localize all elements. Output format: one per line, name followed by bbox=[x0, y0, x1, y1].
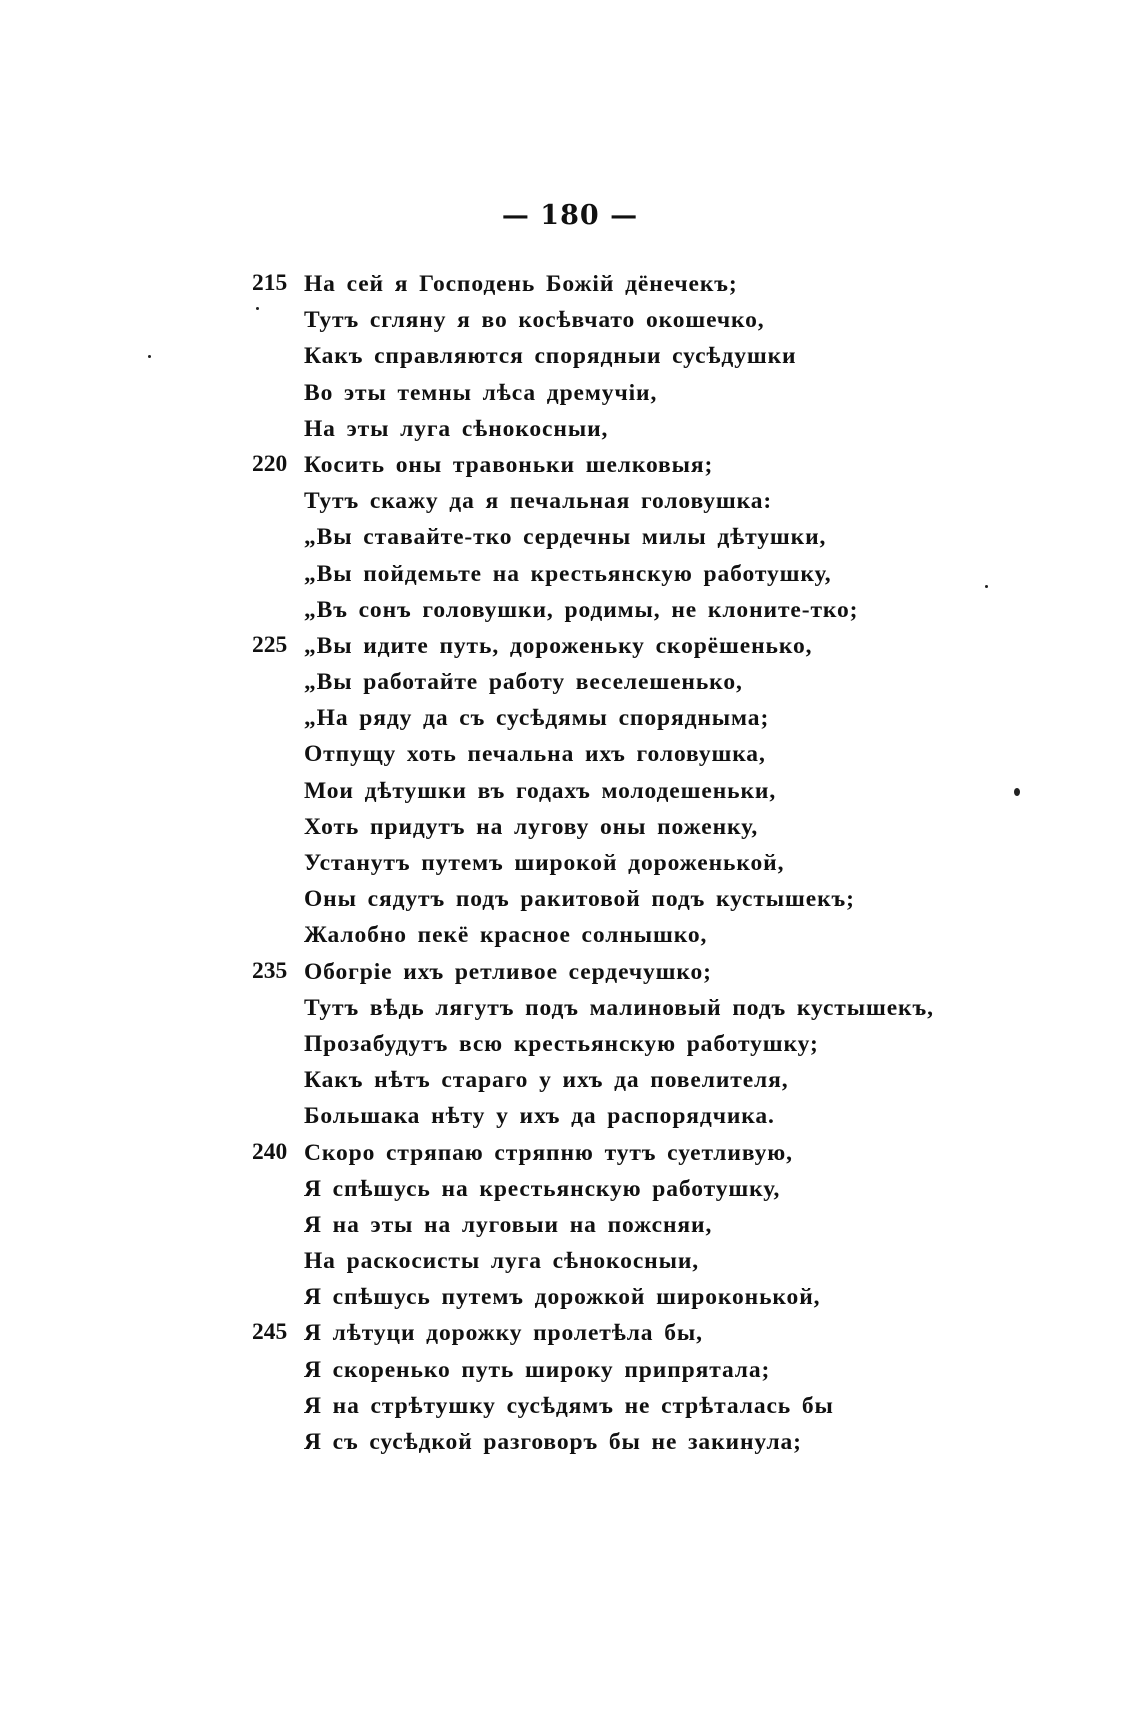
verse-text: Во эты темны лѣса дремучіи, bbox=[304, 379, 658, 406]
verse-text: „Вы идите путь, дороженьку скорёшенько, bbox=[304, 632, 813, 659]
verse-text: На эты луга сѣнокосныи, bbox=[304, 415, 609, 442]
verse-line bbox=[240, 482, 960, 518]
verse-line bbox=[240, 1242, 960, 1278]
verse-line bbox=[240, 265, 960, 301]
verse-text: Тутъ сгляну я во косѣвчато окошечко, bbox=[304, 307, 765, 334]
verse-text: Я на стрѣтушку сусѣдямъ не стрѣталась бы bbox=[304, 1392, 834, 1419]
poem-text-block bbox=[240, 265, 960, 1459]
verse-line bbox=[240, 844, 960, 880]
verse-line-number: 235 bbox=[252, 957, 288, 984]
verse-text: Оны сядутъ подъ ракитовой подъ кустышекъ; bbox=[304, 886, 855, 913]
verse-text: На раскосисты луга сѣнокосныи, bbox=[304, 1248, 700, 1275]
verse-text: Косить оны травоньки шелковыя; bbox=[304, 451, 714, 478]
verse-text: Обогріе ихъ ретливое сердечушко; bbox=[304, 958, 712, 985]
verse-line bbox=[240, 663, 960, 699]
verse-line bbox=[240, 518, 960, 554]
verse-line bbox=[240, 1206, 960, 1242]
verse-text: „Вы ставайте-тко сердечны милы дѣтушки, bbox=[304, 524, 827, 551]
verse-line bbox=[240, 337, 960, 373]
verse-line bbox=[240, 1278, 960, 1314]
verse-text: Я спѣшусь путемъ дорожкой широконькой, bbox=[304, 1284, 821, 1311]
verse-line-number: 225 bbox=[252, 631, 288, 658]
verse-line bbox=[240, 301, 960, 337]
print-speck bbox=[148, 355, 151, 358]
verse-text: „Въ сонъ головушки, родимы, не клоните-тко; bbox=[304, 596, 859, 623]
verse-line bbox=[240, 699, 960, 735]
verse-line bbox=[240, 555, 960, 591]
verse-text: „Вы работайте работу веселешенько, bbox=[304, 669, 743, 696]
verse-line bbox=[240, 446, 960, 482]
verse-text: „Вы пойдемьте на крестьянскую работушку, bbox=[304, 560, 832, 587]
print-speck bbox=[256, 307, 259, 310]
verse-text: Отпущу хоть печальна ихъ головушка, bbox=[304, 741, 766, 768]
verse-text: На сей я Господень Божій дёнечекъ; bbox=[304, 271, 738, 297]
verse-line bbox=[240, 953, 960, 989]
verse-line bbox=[240, 1061, 960, 1097]
verse-line bbox=[240, 989, 960, 1025]
verse-line bbox=[240, 916, 960, 952]
verse-text: Мои дѣтушки въ годахъ молодешеньки, bbox=[304, 777, 777, 804]
verse-line bbox=[240, 627, 960, 663]
verse-line bbox=[240, 374, 960, 410]
verse-line bbox=[240, 735, 960, 771]
page-number: — 180 — bbox=[501, 200, 639, 231]
verse-line-number: 240 bbox=[252, 1138, 288, 1165]
verse-text: Прозабудутъ всю крестьянскую работушку; bbox=[304, 1030, 819, 1057]
verse-text: Я лѣтуци дорожку пролетѣла бы, bbox=[304, 1320, 703, 1347]
verse-text: Я скоренько путь широку припрятала; bbox=[304, 1356, 771, 1383]
verse-text: Я спѣшусь на крестьянскую работушку, bbox=[304, 1175, 781, 1202]
verse-text: Я на эты на луговыи на пожсняи, bbox=[304, 1211, 713, 1238]
verse-text: Устанутъ путемъ широкой дороженькой, bbox=[304, 850, 785, 876]
verse-text: Я съ сусѣдкой разговоръ бы не закинула; bbox=[304, 1429, 802, 1455]
verse-line bbox=[240, 1423, 960, 1459]
print-speck bbox=[1014, 788, 1020, 796]
verse-line bbox=[240, 772, 960, 808]
verse-text: Жалобно пекё красное солнышко, bbox=[304, 922, 708, 949]
verse-line-number: 215 bbox=[252, 270, 288, 296]
verse-line bbox=[240, 1134, 960, 1170]
verse-line-number: 220 bbox=[252, 450, 288, 477]
verse-line bbox=[240, 1097, 960, 1133]
verse-line bbox=[240, 1025, 960, 1061]
verse-line bbox=[240, 880, 960, 916]
verse-text: Хоть придутъ на лугову оны поженку, bbox=[304, 813, 759, 840]
verse-line bbox=[240, 410, 960, 446]
verse-line bbox=[240, 591, 960, 627]
verse-line bbox=[240, 808, 960, 844]
verse-text: Скоро стряпаю стряпню тутъ суетливую, bbox=[304, 1139, 793, 1166]
verse-line bbox=[240, 1170, 960, 1206]
verse-text: Какъ справляются спорядныи сусѣдушки bbox=[304, 343, 797, 370]
verse-text: Тутъ вѣдь лягутъ подъ малиновый подъ кустышекъ, bbox=[304, 994, 934, 1021]
verse-text: „На ряду да съ сусѣдямы спорядныма; bbox=[304, 705, 770, 732]
verse-line bbox=[240, 1314, 960, 1350]
verse-text: Тутъ скажу да я печальная головушка: bbox=[304, 488, 773, 515]
verse-text: Большака нѣту у ихъ да распорядчика. bbox=[304, 1103, 775, 1130]
print-speck bbox=[985, 585, 988, 588]
verse-text: Какъ нѣтъ стараго у ихъ да повелителя, bbox=[304, 1067, 789, 1094]
verse-line bbox=[240, 1387, 960, 1423]
verse-line bbox=[240, 1351, 960, 1387]
verse-line-number: 245 bbox=[252, 1319, 288, 1346]
